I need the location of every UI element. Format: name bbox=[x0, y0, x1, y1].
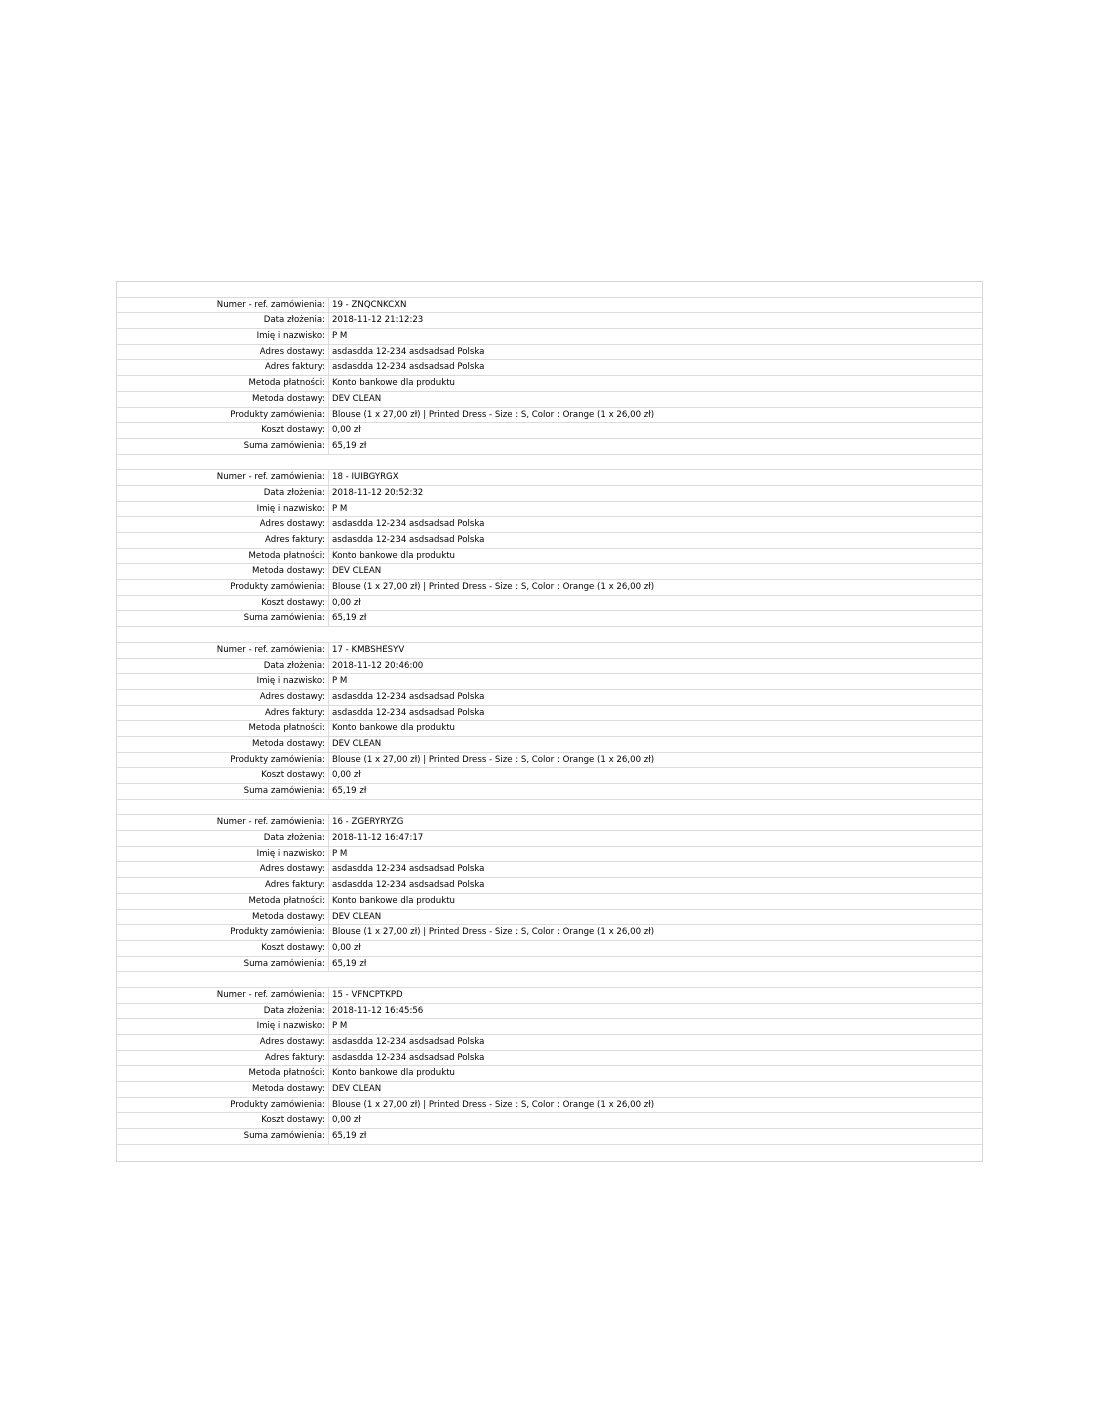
field-label: Adres dostawy: bbox=[117, 690, 329, 705]
order-row-total bbox=[117, 439, 982, 455]
field-label: Data złożenia: bbox=[117, 659, 329, 674]
field-label: Produkty zamówienia: bbox=[117, 1098, 329, 1113]
field-label: Produkty zamówienia: bbox=[117, 408, 329, 423]
field-value: 0,00 zł bbox=[332, 942, 361, 953]
field-label: Imię i nazwisko: bbox=[117, 329, 329, 344]
field-label: Adres dostawy: bbox=[117, 862, 329, 877]
field-label: Imię i nazwisko: bbox=[117, 1019, 329, 1034]
field-label: Metoda płatności: bbox=[117, 376, 329, 391]
order-row-total bbox=[117, 957, 982, 973]
spacer-row bbox=[117, 972, 982, 988]
field-value: Konto bankowe dla produktu bbox=[332, 550, 456, 561]
field-label: Numer - ref. zamówienia: bbox=[117, 298, 329, 313]
order-row-ref bbox=[117, 643, 982, 659]
orders-table bbox=[116, 281, 983, 1162]
field-label: Metoda płatności: bbox=[117, 721, 329, 736]
field-label: Koszt dostawy: bbox=[117, 941, 329, 956]
order-row-name bbox=[117, 847, 982, 863]
field-value: P M bbox=[332, 676, 348, 687]
field-label: Produkty zamówienia: bbox=[117, 925, 329, 940]
field-label: Adres dostawy: bbox=[117, 517, 329, 532]
field-label: Koszt dostawy: bbox=[117, 1113, 329, 1128]
order-row-billing-address bbox=[117, 360, 982, 376]
order-row-shipping-address bbox=[117, 1035, 982, 1051]
order-row-name bbox=[117, 329, 982, 345]
order-row-date bbox=[117, 831, 982, 847]
spacer-cell bbox=[117, 627, 329, 642]
field-label: Suma zamówienia: bbox=[117, 1129, 329, 1144]
order-row-delivery-method bbox=[117, 392, 982, 408]
field-value: Konto bankowe dla produktu bbox=[332, 1068, 456, 1079]
field-value: P M bbox=[332, 848, 348, 859]
order-row-billing-address bbox=[117, 706, 982, 722]
field-label: Data złożenia: bbox=[117, 831, 329, 846]
field-value: 65,19 zł bbox=[332, 440, 367, 451]
field-value: asdasdda 12-234 asdsadsad Polska bbox=[332, 880, 485, 891]
order-row-billing-address bbox=[117, 1051, 982, 1067]
order-row-products bbox=[117, 925, 982, 941]
order-row-products bbox=[117, 408, 982, 424]
spacer-cell bbox=[117, 455, 329, 470]
field-label: Numer - ref. zamówienia: bbox=[117, 815, 329, 830]
order-row-shipping-cost bbox=[117, 768, 982, 784]
spacer-row bbox=[117, 455, 982, 471]
order-row-total bbox=[117, 1129, 982, 1145]
field-value: 2018-11-12 16:47:17 bbox=[332, 833, 424, 844]
order-row-delivery-method bbox=[117, 1082, 982, 1098]
field-value: DEV CLEAN bbox=[332, 1084, 382, 1095]
field-value: 2018-11-12 20:46:00 bbox=[332, 660, 424, 671]
field-label: Imię i nazwisko: bbox=[117, 847, 329, 862]
order-row-shipping-address bbox=[117, 345, 982, 361]
order-row-products bbox=[117, 1098, 982, 1114]
order-row-shipping-address bbox=[117, 517, 982, 533]
field-value: 65,19 zł bbox=[332, 613, 367, 624]
field-label: Adres dostawy: bbox=[117, 345, 329, 360]
field-label: Numer - ref. zamówienia: bbox=[117, 470, 329, 485]
spacer-row bbox=[117, 800, 982, 816]
field-label: Metoda dostawy: bbox=[117, 392, 329, 407]
field-value: 0,00 zł bbox=[332, 597, 361, 608]
field-label: Data złożenia: bbox=[117, 486, 329, 501]
order-row-payment-method bbox=[117, 549, 982, 565]
order-row-shipping-address bbox=[117, 690, 982, 706]
field-label: Metoda dostawy: bbox=[117, 1082, 329, 1097]
order-row-name bbox=[117, 502, 982, 518]
order-row-shipping-address bbox=[117, 862, 982, 878]
spacer-cell bbox=[117, 800, 329, 815]
order-row-date bbox=[117, 659, 982, 675]
field-value: P M bbox=[332, 331, 348, 342]
field-label: Adres faktury: bbox=[117, 360, 329, 375]
order-row-billing-address bbox=[117, 878, 982, 894]
field-value: Konto bankowe dla produktu bbox=[332, 378, 456, 389]
field-value: Blouse (1 x 27,00 zł) | Printed Dress - Size : S, Color : Orange (1 x 26,00 zł) bbox=[332, 409, 655, 420]
field-label: Koszt dostawy: bbox=[117, 423, 329, 438]
field-value: Blouse (1 x 27,00 zł) | Printed Dress - Size : S, Color : Orange (1 x 26,00 zł) bbox=[332, 1099, 655, 1110]
field-value: Blouse (1 x 27,00 zł) | Printed Dress - Size : S, Color : Orange (1 x 26,00 zł) bbox=[332, 754, 655, 765]
field-value: 2018-11-12 20:52:32 bbox=[332, 487, 424, 498]
field-label: Adres dostawy: bbox=[117, 1035, 329, 1050]
order-row-payment-method bbox=[117, 1066, 982, 1082]
order-row-products bbox=[117, 753, 982, 769]
spacer-cell bbox=[117, 282, 329, 297]
order-row-shipping-cost bbox=[117, 1113, 982, 1129]
field-label: Adres faktury: bbox=[117, 878, 329, 893]
order-row-delivery-method bbox=[117, 737, 982, 753]
field-value: asdasdda 12-234 asdsadsad Polska bbox=[332, 707, 485, 718]
order-row-shipping-cost bbox=[117, 596, 982, 612]
spacer-row bbox=[117, 1145, 982, 1161]
field-value: 0,00 zł bbox=[332, 425, 361, 436]
order-row-name bbox=[117, 1019, 982, 1035]
order-row-ref bbox=[117, 470, 982, 486]
field-value: 65,19 zł bbox=[332, 1131, 367, 1142]
order-row-shipping-cost bbox=[117, 423, 982, 439]
field-label: Numer - ref. zamówienia: bbox=[117, 643, 329, 658]
field-value: 0,00 zł bbox=[332, 770, 361, 781]
field-label: Produkty zamówienia: bbox=[117, 580, 329, 595]
field-value: asdasdda 12-234 asdsadsad Polska bbox=[332, 362, 485, 373]
order-row-products bbox=[117, 580, 982, 596]
order-row-total bbox=[117, 611, 982, 627]
field-value: 2018-11-12 16:45:56 bbox=[332, 1005, 424, 1016]
order-row-ref bbox=[117, 298, 982, 314]
field-value: DEV CLEAN bbox=[332, 911, 382, 922]
field-value: 2018-11-12 21:12:23 bbox=[332, 315, 424, 326]
field-value: asdasdda 12-234 asdsadsad Polska bbox=[332, 1037, 485, 1047]
field-value: P M bbox=[332, 503, 348, 514]
field-label: Metoda dostawy: bbox=[117, 737, 329, 752]
field-label: Data złożenia: bbox=[117, 1004, 329, 1019]
field-label: Suma zamówienia: bbox=[117, 957, 329, 972]
order-row-total bbox=[117, 784, 982, 800]
spacer-row bbox=[117, 282, 982, 298]
field-value: DEV CLEAN bbox=[332, 393, 382, 404]
field-label: Koszt dostawy: bbox=[117, 596, 329, 611]
field-label: Metoda płatności: bbox=[117, 894, 329, 909]
field-value: Konto bankowe dla produktu bbox=[332, 895, 456, 906]
order-row-date bbox=[117, 313, 982, 329]
field-value: Konto bankowe dla produktu bbox=[332, 723, 456, 734]
spacer-cell bbox=[117, 1145, 329, 1161]
field-label: Metoda płatności: bbox=[117, 549, 329, 564]
field-label: Adres faktury: bbox=[117, 706, 329, 721]
order-row-payment-method bbox=[117, 721, 982, 737]
field-value: DEV CLEAN bbox=[332, 566, 382, 577]
field-value: asdasdda 12-234 asdsadsad Polska bbox=[332, 519, 485, 530]
field-value: 0,00 zł bbox=[332, 1115, 361, 1126]
field-value: asdasdda 12-234 asdsadsad Polska bbox=[332, 1052, 485, 1063]
field-value: asdasdda 12-234 asdsadsad Polska bbox=[332, 346, 485, 357]
field-value: 65,19 zł bbox=[332, 786, 367, 796]
field-value: 17 - KMBSHESYV bbox=[332, 644, 405, 655]
order-row-payment-method bbox=[117, 894, 982, 910]
field-label: Imię i nazwisko: bbox=[117, 502, 329, 517]
field-value: 18 - IUIBGYRGX bbox=[332, 472, 399, 483]
field-value: Blouse (1 x 27,00 zł) | Printed Dress - Size : S, Color : Orange (1 x 26,00 zł) bbox=[332, 582, 655, 593]
spacer-row bbox=[117, 627, 982, 643]
field-label: Adres faktury: bbox=[117, 533, 329, 548]
order-row-date bbox=[117, 486, 982, 502]
field-value: asdasdda 12-234 asdsadsad Polska bbox=[332, 535, 485, 545]
order-row-payment-method bbox=[117, 376, 982, 392]
field-value: 65,19 zł bbox=[332, 958, 367, 969]
field-value: 16 - ZGERYRYZG bbox=[332, 817, 404, 828]
field-label: Data złożenia: bbox=[117, 313, 329, 328]
field-value: asdasdda 12-234 asdsadsad Polska bbox=[332, 691, 485, 702]
order-row-date bbox=[117, 1004, 982, 1020]
field-value: Blouse (1 x 27,00 zł) | Printed Dress - Size : S, Color : Orange (1 x 26,00 zł) bbox=[332, 927, 655, 938]
spacer-cell bbox=[117, 972, 329, 987]
field-value: 15 - VFNCPTKPD bbox=[332, 989, 403, 1000]
field-label: Koszt dostawy: bbox=[117, 768, 329, 783]
field-label: Suma zamówienia: bbox=[117, 611, 329, 626]
field-label: Suma zamówienia: bbox=[117, 784, 329, 799]
field-label: Metoda dostawy: bbox=[117, 564, 329, 579]
order-row-delivery-method bbox=[117, 564, 982, 580]
order-row-shipping-cost bbox=[117, 941, 982, 957]
field-value: asdasdda 12-234 asdsadsad Polska bbox=[332, 864, 485, 875]
field-label: Imię i nazwisko: bbox=[117, 674, 329, 689]
field-label: Numer - ref. zamówienia: bbox=[117, 988, 329, 1003]
order-row-ref bbox=[117, 988, 982, 1004]
field-label: Metoda płatności: bbox=[117, 1066, 329, 1081]
field-value: 19 - ZNQCNKCXN bbox=[332, 299, 407, 310]
order-row-ref bbox=[117, 815, 982, 831]
field-label: Metoda dostawy: bbox=[117, 910, 329, 925]
field-value: P M bbox=[332, 1021, 348, 1032]
order-row-delivery-method bbox=[117, 910, 982, 926]
field-label: Adres faktury: bbox=[117, 1051, 329, 1066]
order-row-billing-address bbox=[117, 533, 982, 549]
field-label: Suma zamówienia: bbox=[117, 439, 329, 454]
field-value: DEV CLEAN bbox=[332, 738, 382, 749]
order-row-name bbox=[117, 674, 982, 690]
field-label: Produkty zamówienia: bbox=[117, 753, 329, 768]
